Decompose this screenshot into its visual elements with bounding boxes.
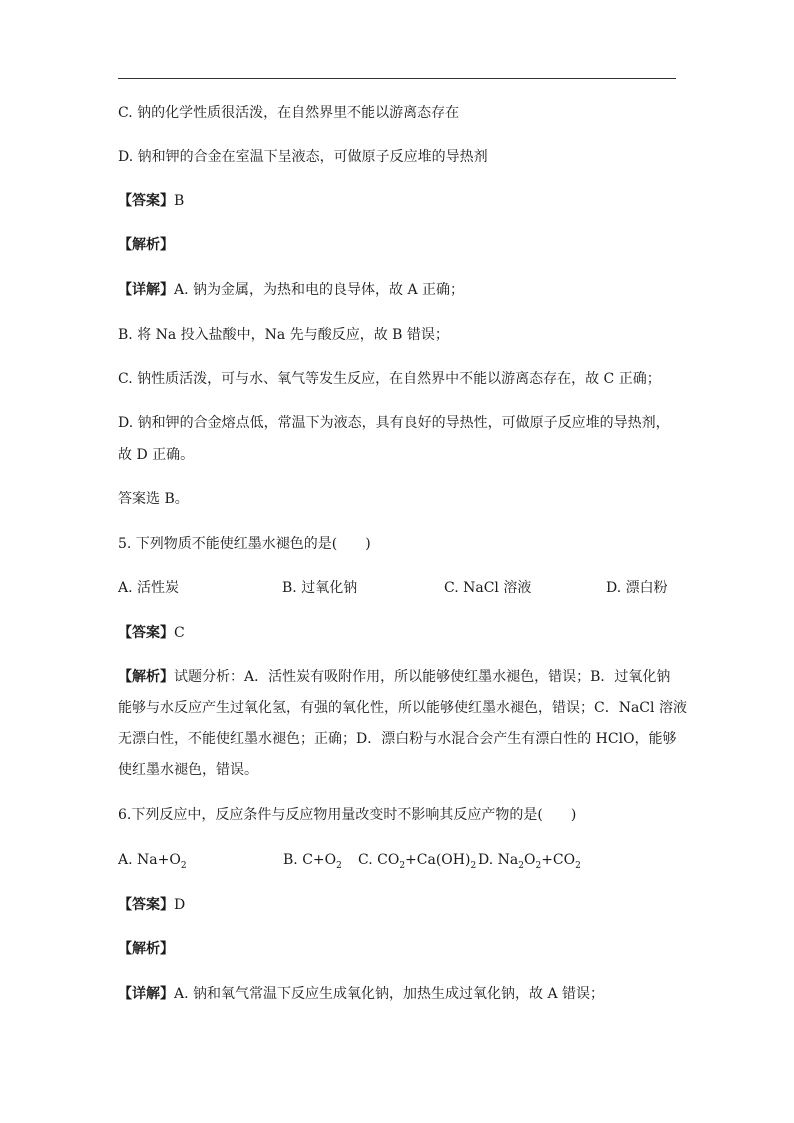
subscript: 2 bbox=[336, 860, 342, 871]
analysis-tag-q6 bbox=[118, 940, 174, 958]
q5-option-b: B. 过氧化钠 bbox=[282, 580, 358, 596]
analysis-q5-line4: 使红墨水褪色，错误。 bbox=[118, 762, 258, 778]
question-5: 5. 下列物质不能使红墨水褪色的是( ) bbox=[118, 536, 371, 552]
detail-q4-b: B. 将 Na 投入盐酸中，Na 先与酸反应，故 B 错误； bbox=[118, 327, 449, 343]
analysis-text: 试题分析：A．活性炭有吸附作用，所以能够使红墨水褪色，错误；B．过氧化钠 bbox=[174, 669, 671, 685]
answer-tag: 【答案】 bbox=[118, 193, 174, 209]
subscript: 2 bbox=[518, 860, 524, 871]
answer-q5 bbox=[118, 624, 185, 642]
q6-option-c-text: +Ca(OH) bbox=[405, 852, 471, 868]
q6-option-b-text: B. C+O bbox=[283, 852, 337, 868]
subscript: 2 bbox=[399, 860, 406, 871]
answer-tag: 【答案】 bbox=[118, 897, 174, 913]
answer-tag: 【答案】 bbox=[118, 625, 174, 641]
option-c-text: C. 钠的化学性质很活泼，在自然界里不能以游离态存在 bbox=[118, 105, 460, 121]
q5-option-a: A. 活性炭 bbox=[118, 580, 180, 596]
q6-option-b bbox=[283, 851, 342, 869]
q6-option-d-text: O bbox=[523, 852, 536, 868]
answer-choose-q4: 答案选 B。 bbox=[118, 491, 189, 507]
answer-value: D bbox=[174, 897, 186, 913]
q6-option-c-text: C. CO bbox=[358, 852, 400, 868]
subscript: 2 bbox=[470, 860, 477, 871]
answer-q6 bbox=[118, 896, 185, 914]
header-rule bbox=[118, 78, 676, 79]
analysis-tag-q4 bbox=[118, 236, 174, 254]
analysis-q5-line3: 无漂白性，不能使红墨水褪色；正确；D．漂白粉与水混合会产生有漂白性的 HClO，能够 bbox=[118, 731, 677, 747]
q5-option-d: D. 漂白粉 bbox=[606, 580, 668, 596]
analysis-q5-line2: 能够与水反应产生过氧化氢，有强的氧化性，所以能够使红墨水褪色，错误；C．NaCl 溶液 bbox=[118, 700, 687, 716]
detail-text: A. 钠和氧气常温下反应生成氧化钠，加热生成过氧化钠，故 A 错误； bbox=[174, 986, 605, 1002]
analysis-tag: 【解析】 bbox=[118, 669, 174, 685]
q5-option-c: C. NaCl 溶液 bbox=[444, 580, 532, 596]
detail-q4-d-line1: D. 钠和钾的合金熔点低，常温下为液态，具有良好的导热性，可做原子反应堆的导热剂， bbox=[118, 415, 670, 431]
q6-option-c bbox=[358, 851, 476, 869]
answer-q4 bbox=[118, 192, 184, 210]
detail-q4-c: C. 钠性质活泼，可与水、氧气等发生反应，在自然界中不能以游离态存在，故 C 正确； bbox=[118, 371, 661, 387]
detail-q4 bbox=[118, 281, 464, 299]
detail-tag: 【详解】 bbox=[118, 986, 174, 1002]
subscript: 2 bbox=[535, 860, 542, 871]
analysis-tag: 【解析】 bbox=[118, 941, 174, 957]
detail-q4-d-line2: 故 D 正确。 bbox=[118, 447, 195, 463]
q6-option-a-text: A. Na+O bbox=[118, 852, 181, 868]
answer-value: B bbox=[174, 193, 185, 209]
analysis-tag: 【解析】 bbox=[118, 237, 174, 253]
detail-text: A. 钠为金属，为热和电的良导体，故 A 正确； bbox=[174, 282, 465, 298]
option-d-text: D. 钠和钾的合金在室温下呈液态，可做原子反应堆的导热剂 bbox=[118, 149, 488, 165]
analysis-q5-line1 bbox=[118, 668, 670, 686]
detail-tag: 【详解】 bbox=[118, 282, 174, 298]
question-6: 6.下列反应中，反应条件与反应物用量改变时不影响其反应产物的是( ) bbox=[118, 807, 577, 823]
subscript: 2 bbox=[180, 860, 187, 871]
detail-q6 bbox=[118, 985, 604, 1003]
q6-option-d-text: D. Na bbox=[478, 852, 519, 868]
answer-value: C bbox=[174, 625, 185, 641]
subscript: 2 bbox=[575, 860, 581, 871]
q6-option-d-text: +CO bbox=[541, 852, 576, 868]
q6-option-d bbox=[478, 851, 581, 869]
q6-option-a bbox=[118, 851, 187, 869]
